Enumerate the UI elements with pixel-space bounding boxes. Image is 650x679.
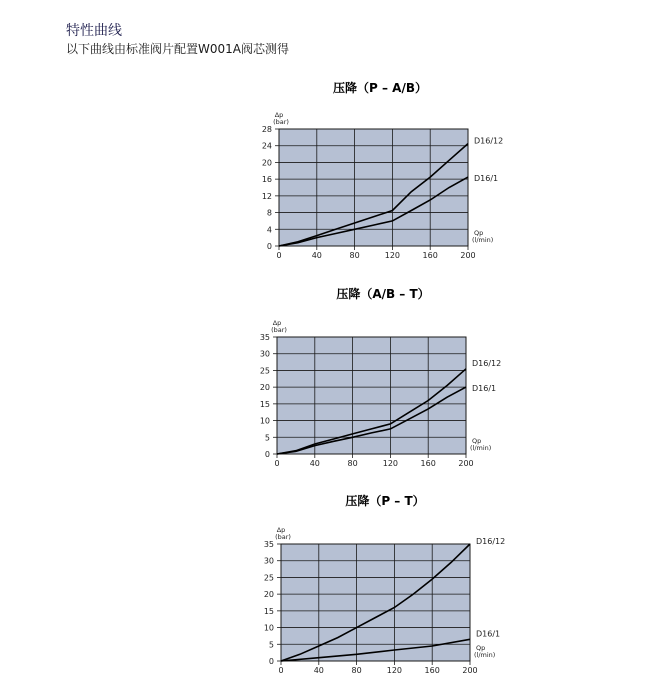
y-tick-label: 15 — [263, 606, 274, 616]
chart-1 — [262, 80, 503, 260]
y-tick-label: 20 — [263, 590, 274, 600]
x-axis-unit: (l/min) — [470, 444, 492, 452]
x-tick-label: 120 — [382, 459, 399, 468]
x-axis-label: Qp — [472, 437, 482, 445]
x-tick-label: 0 — [278, 666, 284, 675]
x-tick-label: 160 — [420, 459, 436, 468]
x-tick-label: 40 — [313, 666, 324, 675]
y-tick-label: 12 — [261, 191, 272, 201]
series-label: D16/1 — [476, 629, 501, 639]
y-tick-label: 30 — [259, 349, 270, 359]
y-tick-label: 4 — [266, 225, 272, 235]
y-axis-label: Δp — [276, 526, 286, 534]
y-tick-label: 0 — [266, 242, 272, 251]
y-tick-label: 5 — [268, 640, 274, 650]
y-tick-label: 20 — [261, 158, 272, 168]
y-tick-label: 25 — [263, 573, 274, 583]
y-tick-label: 0 — [264, 450, 270, 459]
x-axis-unit: (l/min) — [472, 236, 494, 244]
x-tick-label: 120 — [386, 666, 403, 675]
x-tick-label: 200 — [460, 251, 476, 260]
x-tick-label: 120 — [384, 251, 401, 260]
plot-area — [281, 544, 470, 661]
y-tick-label: 8 — [266, 208, 272, 218]
y-tick-label: 25 — [259, 366, 270, 376]
y-tick-label: 10 — [259, 416, 270, 426]
y-tick-label: 15 — [259, 399, 270, 409]
x-axis-label: Qp — [474, 229, 484, 237]
x-tick-label: 0 — [274, 459, 280, 468]
y-tick-label: 20 — [259, 383, 270, 393]
y-axis-unit: (bar) — [273, 118, 289, 126]
x-tick-label: 160 — [424, 666, 440, 675]
x-axis-label: Qp — [476, 644, 486, 652]
y-tick-label: 35 — [263, 540, 274, 549]
plot-area — [279, 129, 468, 246]
x-tick-label: 40 — [311, 251, 322, 260]
chart-title: 压降（P – A/B） — [333, 81, 427, 95]
x-tick-label: 160 — [422, 251, 438, 260]
series-label: D16/12 — [474, 136, 504, 146]
series-label: D16/1 — [474, 174, 499, 184]
series-label: D16/12 — [476, 537, 506, 546]
x-tick-label: 200 — [462, 666, 478, 675]
x-tick-label: 80 — [347, 459, 358, 468]
x-tick-label: 80 — [351, 666, 362, 675]
y-tick-label: 10 — [263, 623, 274, 633]
chart-2 — [260, 286, 501, 468]
y-axis-label: Δp — [272, 319, 282, 327]
x-tick-label: 0 — [276, 251, 282, 260]
series-label: D16/1 — [472, 384, 497, 394]
x-tick-label: 200 — [458, 459, 474, 468]
y-tick-label: 16 — [261, 175, 272, 185]
section-subtitle: 以下曲线由标准阀片配置W001A阀芯测得 — [66, 42, 289, 56]
chart-title: 压降（A/B – T） — [336, 287, 430, 301]
chart-title: 压降（P – T） — [345, 494, 425, 508]
chart-3 — [264, 493, 505, 675]
plot-area — [277, 337, 466, 454]
y-tick-label: 24 — [261, 141, 272, 151]
y-tick-label: 30 — [263, 556, 274, 566]
y-tick-label: 5 — [264, 433, 270, 443]
y-tick-label: 35 — [259, 333, 270, 342]
y-tick-label: 0 — [268, 657, 274, 666]
y-axis-label: Δp — [274, 111, 284, 119]
section-title: 特性曲线 — [66, 23, 122, 39]
y-axis-unit: (bar) — [275, 533, 291, 541]
y-axis-unit: (bar) — [271, 326, 287, 334]
series-label: D16/12 — [472, 358, 502, 368]
y-tick-label: 28 — [261, 125, 272, 134]
x-tick-label: 40 — [309, 459, 320, 468]
x-tick-label: 80 — [349, 251, 360, 260]
x-axis-unit: (l/min) — [474, 651, 496, 659]
